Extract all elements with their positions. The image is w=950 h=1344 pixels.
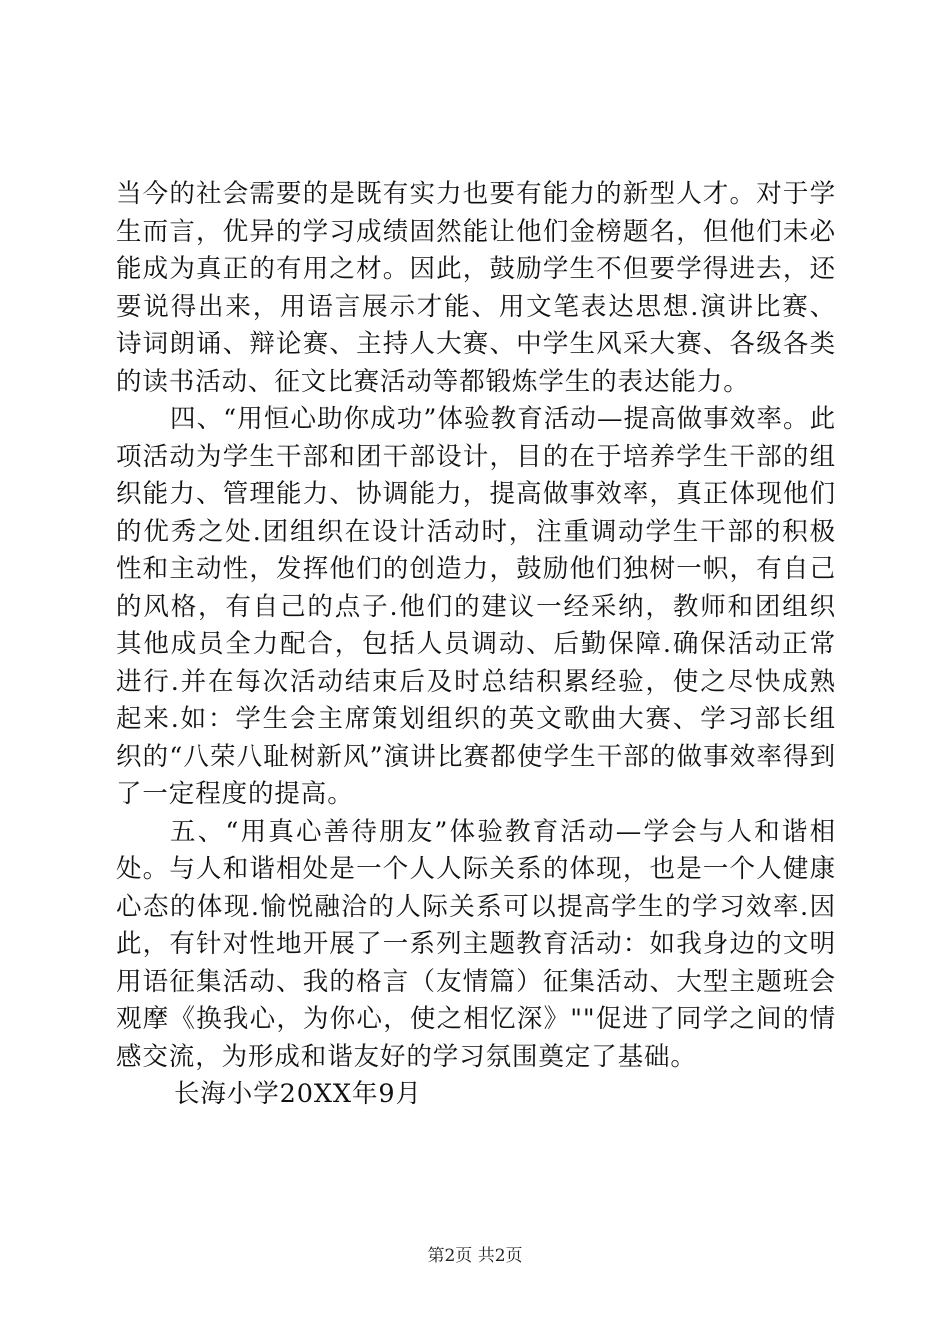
- page-footer: [0, 1244, 950, 1268]
- page-number: 第2页 共2页: [427, 1246, 523, 1266]
- paragraph-section-five: 五、“用真心善待朋友”体验教育活动—学会与人和谐相处。与人和谐相处是一个人人际关系的体现，也是一个人健康心态的体现.愉悦融洽的人际关系可以提高学生的学习效率.因此，有针对性地开展了一系列主题教育活动：如我身边的文明用语征集活动、我的格言（友情篇）征集活动、大型主题班会观摩《换我心，为你心，使之相忆深》""促进了同学之间的情感交流，为形成和谐友好的学习氛围奠定了基础。: [116, 816, 836, 1072]
- document-body: [116, 176, 836, 1114]
- paragraph-section-four: 四、“用恒心助你成功”体验教育活动—提高做事效率。此项活动为学生干部和团干部设计，目的在于培养学生干部的组织能力、管理能力、协调能力，提高做事效率，真正体现他们的优秀之处.团组织在设计活动时，注重调动学生干部的积极性和主动性，发挥他们的创造力，鼓励他们独树一帜，有自己的风格，有自己的点子.他们的建议一经采纳，教师和团组织其他成员全力配合，包括人员调动、后勤保障.确保活动正常进行.并在每次活动结束后及时总结积累经验，使之尽快成熟起来.如：学生会主席策划组织的英文歌曲大赛、学习部长组织的“八荣八耻树新风”演讲比赛都使学生干部的做事效率得到了一定程度的提高。: [116, 404, 836, 809]
- signature-line: 长海小学20XX年9月: [174, 1079, 422, 1109]
- paragraph-talent-needs: 当今的社会需要的是既有实力也要有能力的新型人才。对于学生而言，优异的学习成绩固然能让他们金榜题名，但他们未必能成为真正的有用之材。因此，鼓励学生不但要学得进去，还要说得出来，用语言展示才能、用文笔表达思想.演讲比赛、诗词朗诵、辩论赛、主持人大赛、中学生风采大赛、各级各类的读书活动、征文比赛活动等都锻炼学生的表达能力。: [116, 179, 836, 397]
